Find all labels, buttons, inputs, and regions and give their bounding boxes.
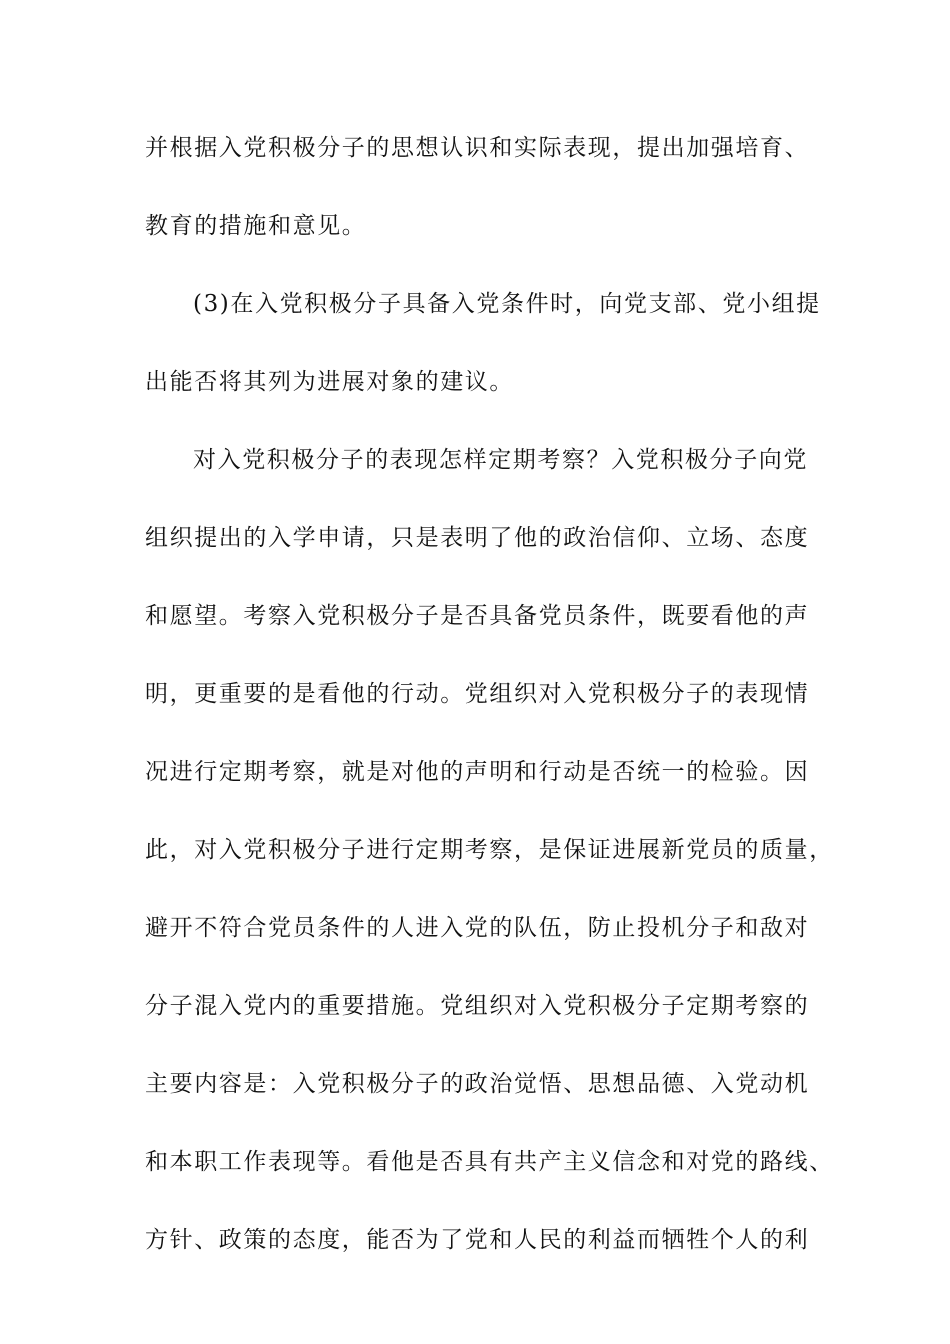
- text-line: 和愿望。考察入党积极分子是否具备党员条件，既要看他的声: [145, 603, 810, 629]
- text-line: 并根据入党积极分子的思想认识和实际表现，提出加强培育、: [145, 135, 810, 161]
- text-line: 教育的措施和意见。: [145, 213, 367, 239]
- text-line: 分子混入党内的重要措施。党组织对入党积极分子定期考察的: [145, 993, 810, 1019]
- text-line: 此，对入党积极分子进行定期考察，是保证进展新党员的质量，: [145, 837, 834, 863]
- text-line: 主要内容是：入党积极分子的政治觉悟、思想品德、入党动机: [145, 1071, 810, 1097]
- paragraph-start-line: 对入党积极分子的表现怎样定期考察？入党积极分子向党: [193, 447, 808, 473]
- text-line: 避开不符合党员条件的人进入党的队伍，防止投机分子和敌对: [145, 915, 810, 941]
- text-line: 出能否将其列为进展对象的建议。: [145, 369, 514, 395]
- text-line: 方针、政策的态度，能否为了党和人民的利益而牺牲个人的利: [145, 1227, 810, 1253]
- text-line: 明，更重要的是看他的行动。党组织对入党积极分子的表现情: [145, 681, 810, 707]
- text-line: 况进行定期考察，就是对他的声明和行动是否统一的检验。因: [145, 759, 810, 785]
- paragraph-start-line: (3)在入党积极分子具备入党条件时，向党支部、党小组提: [193, 291, 821, 317]
- text-line: 和本职工作表现等。看他是否具有共产主义信念和对党的路线、: [145, 1149, 834, 1175]
- text-line: 组织提出的入学申请，只是表明了他的政治信仰、立场、态度: [145, 525, 810, 551]
